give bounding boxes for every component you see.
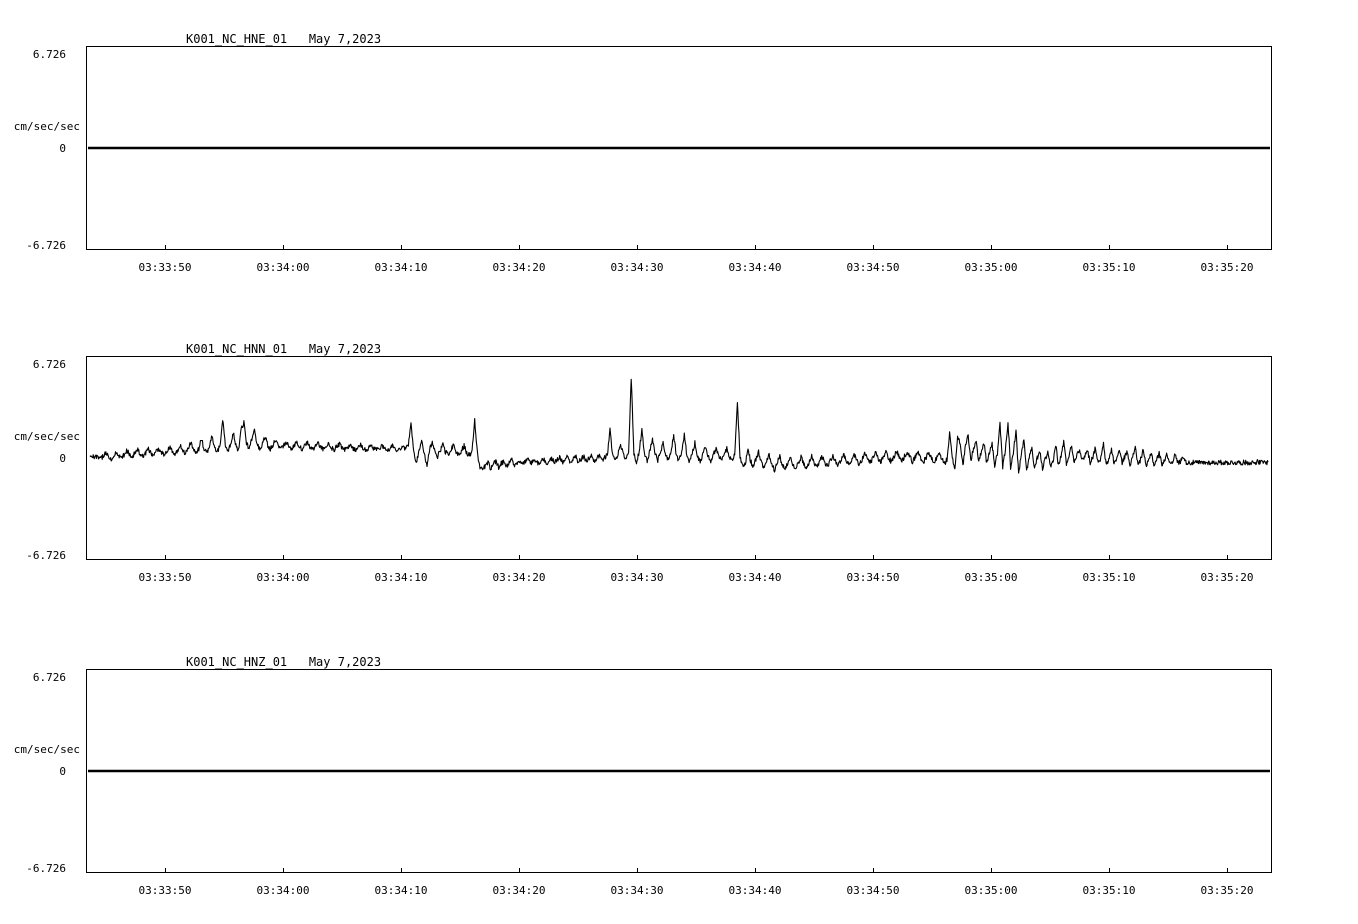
panel-hne-ytick-mid: 0 (59, 142, 66, 155)
panel-hnn-tick (755, 555, 756, 560)
panel-hnn-tick (165, 555, 166, 560)
panel-hne-xtick: 03:35:20 (1200, 261, 1254, 274)
panel-hnn-tick (637, 555, 638, 560)
panel-hnz-ylabel: cm/sec/sec (13, 743, 80, 756)
panel-hnn-xtick: 03:34:50 (846, 571, 900, 584)
panel-hnn-xtick: 03:35:00 (964, 571, 1018, 584)
panel-hnn-tick (873, 555, 874, 560)
panel-hne-xtick: 03:34:30 (610, 261, 664, 274)
panel-hnz-xtick: 03:33:50 (138, 884, 192, 897)
panel-hne-xtick: 03:35:00 (964, 261, 1018, 274)
panel-hne-tick (1227, 245, 1228, 250)
panel-hnn-xtick: 03:34:00 (256, 571, 310, 584)
panel-hnn-xtick: 03:34:20 (492, 571, 546, 584)
panel-hne-tick (165, 245, 166, 250)
panel-hnz-xtick: 03:34:40 (728, 884, 782, 897)
panel-hnz-xtick: 03:35:10 (1082, 884, 1136, 897)
panel-hnz-tick (519, 868, 520, 873)
panel-hnz-tick (637, 868, 638, 873)
panel-hnz-xtick: 03:35:20 (1200, 884, 1254, 897)
panel-hne-xtick: 03:34:20 (492, 261, 546, 274)
panel-hne-title: K001_NC_HNE_01 May 7,2023 (186, 32, 382, 46)
panel-hnn-xtick: 03:34:10 (374, 571, 428, 584)
panel-hne-xtick: 03:35:10 (1082, 261, 1136, 274)
panel-hnn (0, 306, 1358, 606)
panel-hnn-ytick-mid: 0 (59, 452, 66, 465)
panel-hne-xtick: 03:34:10 (374, 261, 428, 274)
panel-hne-tick (401, 245, 402, 250)
panel-hnn-trace (86, 356, 1272, 560)
panel-hnn-tick (283, 555, 284, 560)
panel-hnz-xtick: 03:35:00 (964, 884, 1018, 897)
panel-hnz-tick (755, 868, 756, 873)
panel-hne-tick (873, 245, 874, 250)
panel-hnn-xtick: 03:35:20 (1200, 571, 1254, 584)
panel-hnn-xtick: 03:35:10 (1082, 571, 1136, 584)
panel-hnz-xtick: 03:34:10 (374, 884, 428, 897)
panel-hnz-tick (873, 868, 874, 873)
panel-hne-tick (755, 245, 756, 250)
panel-hnz-tick (283, 868, 284, 873)
panel-hne-xtick: 03:34:00 (256, 261, 310, 274)
panel-hnn-tick (401, 555, 402, 560)
panel-hnz-tick (165, 868, 166, 873)
panel-hnn-ytick-bot: -6.726 (26, 549, 66, 562)
panel-hnz-xtick: 03:34:30 (610, 884, 664, 897)
panel-hnn-tick (1227, 555, 1228, 560)
panel-hne-ytick-bot: -6.726 (26, 239, 66, 252)
panel-hnz-tick (401, 868, 402, 873)
panel-hnn-title: K001_NC_HNN_01 May 7,2023 (186, 342, 382, 356)
panel-hnz-xtick: 03:34:50 (846, 884, 900, 897)
panel-hnn-tick (519, 555, 520, 560)
panel-hne-tick (283, 245, 284, 250)
panel-hne-trace (86, 46, 1272, 250)
panel-hnn-xtick: 03:33:50 (138, 571, 192, 584)
panel-hne-xtick: 03:34:40 (728, 261, 782, 274)
panel-hnz-trace (86, 669, 1272, 873)
panel-hnn-xtick: 03:34:30 (610, 571, 664, 584)
panel-hne-tick (519, 245, 520, 250)
panel-hnz-ytick-bot: -6.726 (26, 862, 66, 875)
panel-hnn-tick (991, 555, 992, 560)
panel-hnn-xtick: 03:34:40 (728, 571, 782, 584)
panel-hnz-ytick-top: 6.726 (32, 671, 66, 684)
panel-hne-tick (1109, 245, 1110, 250)
panel-hnz-tick (1109, 868, 1110, 873)
panel-hne-xtick: 03:34:50 (846, 261, 900, 274)
panel-hne-xtick: 03:33:50 (138, 261, 192, 274)
panel-hne (0, 0, 1358, 300)
panel-hne-ytick-top: 6.726 (32, 48, 66, 61)
panel-hne-ylabel: cm/sec/sec (13, 120, 80, 133)
panel-hnz-tick (1227, 868, 1228, 873)
panel-hnz-tick (991, 868, 992, 873)
panel-hne-tick (637, 245, 638, 250)
panel-hnz (0, 612, 1358, 912)
panel-hne-tick (991, 245, 992, 250)
panel-hnz-ytick-mid: 0 (59, 765, 66, 778)
panel-hnn-ytick-top: 6.726 (32, 358, 66, 371)
panel-hnn-ylabel: cm/sec/sec (13, 430, 80, 443)
panel-hnz-xtick: 03:34:00 (256, 884, 310, 897)
panel-hnz-title: K001_NC_HNZ_01 May 7,2023 (186, 655, 382, 669)
panel-hnn-tick (1109, 555, 1110, 560)
panel-hnz-xtick: 03:34:20 (492, 884, 546, 897)
